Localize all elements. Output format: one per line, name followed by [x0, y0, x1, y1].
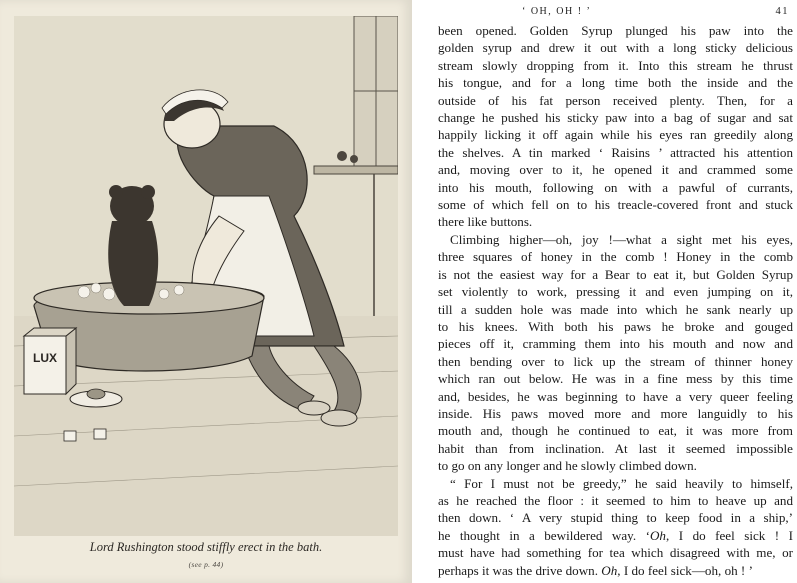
- text-line: as he reached the floor : it seemed to him to heave up and: [438, 492, 793, 508]
- text-line: which ran out below. He was in a fine mess by this time: [438, 371, 793, 387]
- text-fragment: perhaps it was the drive down.: [438, 562, 602, 578]
- text-line: pieces off it, cramming them into his mouth and now and: [438, 336, 793, 352]
- text-line: then bending over to lick up the stream of thinner honey: [438, 353, 793, 369]
- text-line: been opened. Golden Syrup plunged his paw into the: [438, 23, 793, 38]
- text-line: to his knees. With both his paws he broke and gouged: [438, 318, 793, 334]
- right-page: [412, 0, 797, 583]
- text-line: Climbing higher—oh, joy !—what a sight met his eyes,: [450, 231, 793, 247]
- text-line: happily licking it off again while his eyes ran greedily along: [438, 127, 793, 143]
- text-line: [438, 562, 793, 579]
- text-line: “ For I must not be greedy,” he said heavily to himself,: [450, 475, 793, 491]
- text-line: there like buttons.: [438, 214, 533, 230]
- text-line: stream slowly dropping from it. Into this stream he thrust: [438, 57, 793, 73]
- illustration-caption: Lord Rushington stood stiffly erect in the bath.: [89, 540, 323, 554]
- text-line: [438, 527, 793, 544]
- bath-illustration: [14, 16, 398, 536]
- caption-page-reference: (see p. 44): [188, 560, 224, 569]
- soap-box-label: LUX: [33, 351, 57, 365]
- text-line: the shelves. A tin marked ‘ Raisins ’ attracted his attention: [438, 144, 793, 160]
- text-fragment: , I do feel sick ! I: [665, 527, 793, 543]
- text-line: his tongue, and for a long time both the inside and the: [438, 75, 793, 91]
- soap-box: [24, 328, 76, 394]
- text-line: mouth and, though he continued to eat, it was more from: [438, 423, 793, 439]
- text-line: into his mouth, following on with a pawful of currants,: [438, 179, 793, 195]
- text-line: must have had something for tea which disagreed with me, or: [438, 545, 793, 561]
- text-line: then down. ‘ A very stupid thing to keep food in a ship,’: [438, 510, 793, 526]
- text-line: till a sudden hole was made into which he sank nearly up: [438, 301, 793, 317]
- text-line: three squares of honey in the comb ! Honey in the comb: [438, 249, 793, 265]
- text-fragment: he thought in a bewildered way. ‘: [438, 527, 650, 543]
- text-line: some of which fell on to his treacle-covered front and stuck: [438, 197, 793, 213]
- body-text: [438, 22, 793, 579]
- page-number: 41: [775, 6, 789, 17]
- text-line: inside. His paws moved more and more languidly to his: [438, 405, 793, 421]
- illustration-plate: [14, 16, 398, 536]
- text-line: habit than from inclination. At last it seemed impossible: [438, 440, 793, 456]
- italic-fragment: Oh: [649, 527, 666, 543]
- italic-fragment: Oh: [601, 562, 618, 578]
- text-line: and, moving over to it, he opened it and crammed some: [438, 162, 793, 178]
- text-line: set violently to work, pressing it and even jumping on it,: [438, 284, 793, 300]
- text-line: golden syrup and drew it out with a long sticky delicious: [438, 40, 793, 56]
- text-line: and, besides, he was beginning to have a very queer feeling: [438, 388, 793, 404]
- running-title: ‘ OH, OH ! ’: [522, 6, 592, 17]
- text-fragment: , I do feel sick—oh, oh ! ’: [617, 562, 753, 578]
- text-line: is not the easiest way for a Bear to eat it, but Golden Syrup: [438, 266, 793, 282]
- text-line: outside of his fat person received plenty. Then, for a: [438, 92, 793, 108]
- text-line: change he pushed his sticky paw into a bag of sugar and sat: [438, 110, 793, 126]
- text-line: to go on any longer and he slowly climbed down.: [438, 458, 697, 474]
